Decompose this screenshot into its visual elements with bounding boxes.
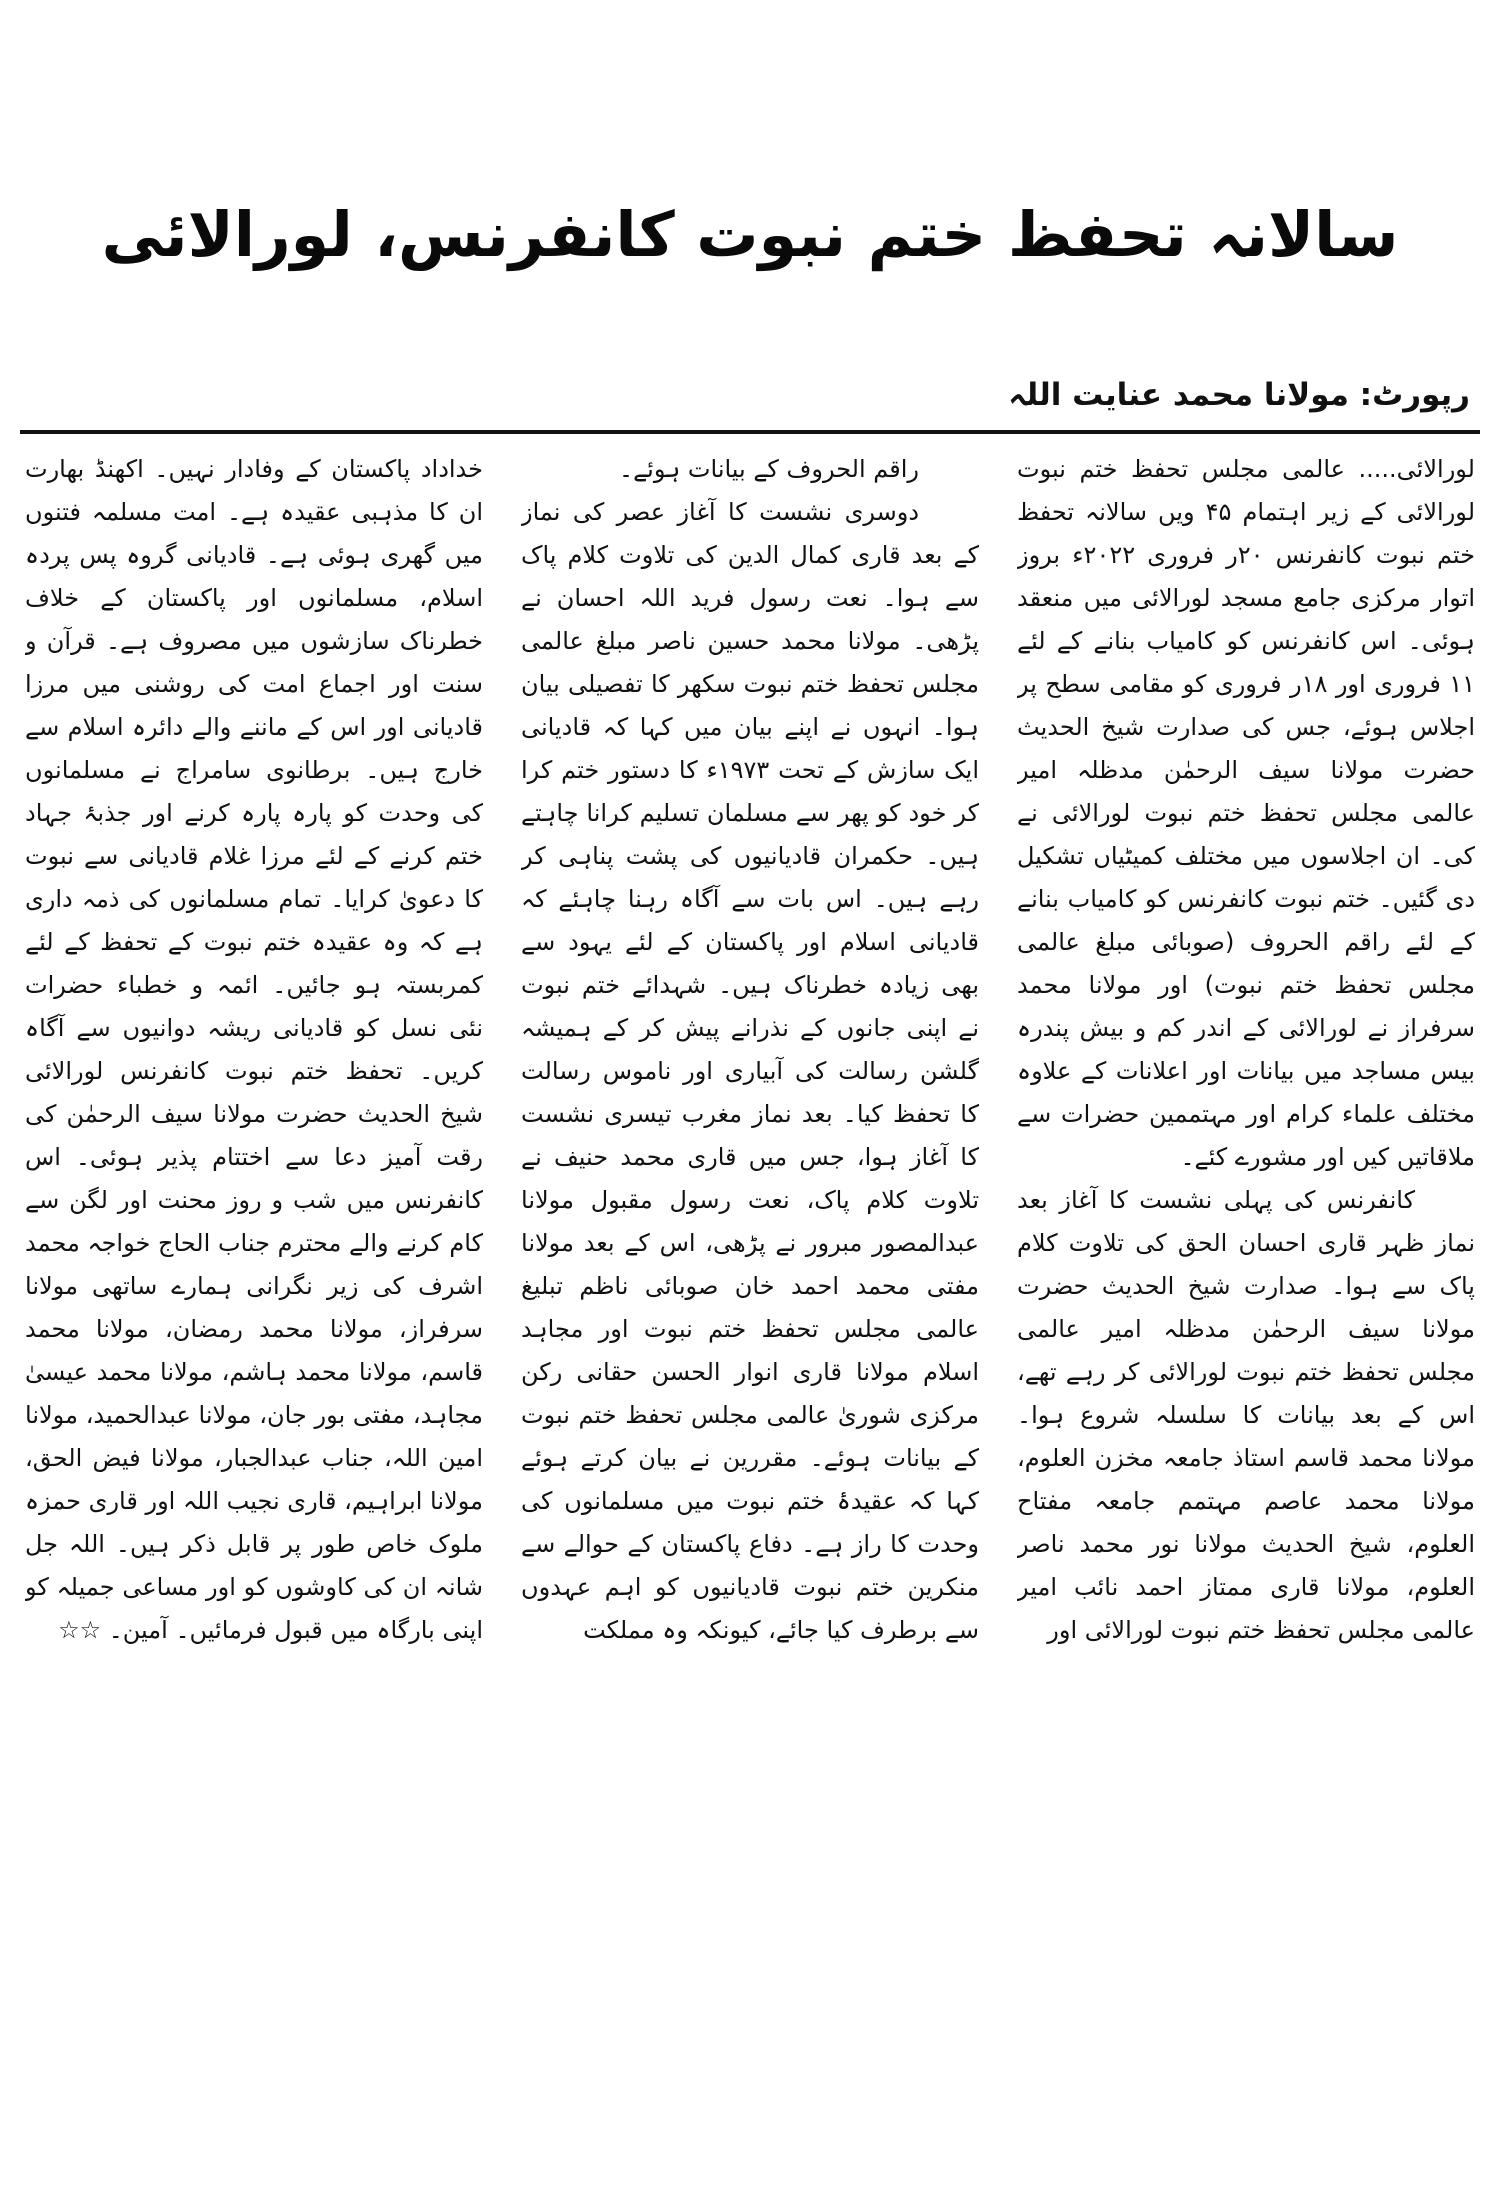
- divider-rule: [20, 430, 1480, 434]
- article-paragraph: خداداد پاکستان کے وفادار نہیں۔ اکھنڈ بھارت ان کا مذہبی عقیدہ ہے۔ امت مسلمہ فتنوں میں گھری ہوئی ہے۔ قادیانی گروہ پس پردہ اسلام، مسلمانوں اور پاکستان کے خلاف خطرناک سازشوں میں مصروف ہے۔ قرآن و سنت اور اجماع امت کی روشنی میں مرزا قادیانی اور اس کے ماننے والے دائرہ اسلام سے خارج ہیں۔ برطانوی سامراج نے مسلمانوں کی وحدت کو پارہ پارہ کرنے اور جذبۂ جہاد ختم کرنے کے لئے مرزا غلام قادیانی سے نبوت کا دعویٰ کرایا۔ تمام مسلمانوں کی ذمہ داری ہے کہ وہ عقیدہ ختم نبوت کے تحفظ کے لئے کمربستہ ہو جائیں۔ ائمہ و خطباء حضرات نئی نسل کو قادیانی ریشہ دوانیوں سے آگاہ کریں۔ تحفظ ختم نبوت کانفرنس لورالائی شیخ الحدیث حضرت مولانا سیف الرحمٰن کی رقت آمیز دعا سے اختتام پذیر ہوئی۔ اس کانفرنس میں شب و روز محنت اور لگن سے کام کرنے والے محترم جناب الحاج خواجہ محمد اشرف کی زیر نگرانی ہمارے ساتھی مولانا سرفراز، مولانا محمد رمضان، مولانا محمد قاسم، مولانا محمد ہاشم، مولانا محمد عیسیٰ مجاہد، مفتی بور جان، مولانا عبدالحمید، مولانا امین اللہ، جناب عبدالجبار، مولانا فیض الحق، مولانا ابراہیم، قاری نجیب اللہ اور قاری حمزہ ملوک خاص طور پر قابل ذکر ہیں۔ اللہ جل شانہ ان کی کاوشوں کو اور مساعی جمیلہ کو اپنی بارگاہ میں قبول فرمائیں۔ آمین۔ ☆☆: [25, 455, 483, 1644]
- article-column-left: [25, 448, 483, 2188]
- headline: سالانہ تحفظ ختم نبوت کانفرنس، لورالائی: [101, 198, 1399, 271]
- byline: رپورٹ: مولانا محمد عنایت اللہ: [1008, 377, 1470, 413]
- article-paragraph: دوسری نشست کا آغاز عصر کی نماز کے بعد قاری کمال الدین کی تلاوت کلام پاک سے ہوا۔ نعت رسول فرید اللہ احسان نے پڑھی۔ مولانا محمد حسین ناصر مبلغ عالمی مجلس تحفظ ختم نبوت سکھر کا تفصیلی بیان ہوا۔ انہوں نے اپنے بیان میں کہا کہ قادیانی ایک سازش کے تحت ۱۹۷۳ء کا دستور ختم کرا کر خود کو پھر سے مسلمان تسلیم کرانا چاہتے ہیں۔ حکمران قادیانیوں کی پشت پناہی کر رہے ہیں۔ اس بات سے آگاہ رہنا چاہئے کہ قادیانی اسلام اور پاکستان کے لئے یہود سے بھی زیادہ خطرناک ہیں۔ شہدائے ختم نبوت نے اپنی جانوں کے نذرانے پیش کر کے ہمیشہ گلشن رسالت کی آبیاری اور ناموس رسالت کا تحفظ کیا۔ بعد نماز مغرب تیسری نشست کا آغاز ہوا، جس میں قاری محمد حنیف نے تلاوت کلام پاک، نعت رسول مقبول مولانا عبدالمصور مبرور نے پڑھی، اس کے بعد مولانا مفتی محمد احمد خان صوبائی ناظم تبلیغ عالمی مجلس تحفظ ختم نبوت اور مجاہد اسلام مولانا قاری انوار الحسن حقانی رکن مرکزی شوریٰ عالمی مجلس تحفظ ختم نبوت کے بیانات ہوئے۔ مقررین نے بیان کرتے ہوئے کہا کہ عقیدۂ ختم نبوت میں مسلمانوں کی وحدت کا راز ہے۔ دفاع پاکستان کے حوالے سے منکرین ختم نبوت قادیانیوں کو اہم عہدوں سے برطرف کیا جائے، کیونکہ وہ مملکت: [521, 498, 979, 1644]
- article-paragraph: کانفرنس کی پہلی نشست کا آغاز بعد نماز ظہر قاری احسان الحق کی تلاوت کلام پاک سے ہوا۔ صدارت شیخ الحدیث حضرت مولانا سیف الرحمٰن مدظلہ امیر عالمی مجلس تحفظ ختم نبوت لورالائی کر رہے تھے، اس کے بعد بیانات کا سلسلہ شروع ہوا۔ مولانا محمد قاسم استاذ جامعہ مخزن العلوم، مولانا محمد عاصم مہتمم جامعہ مفتاح العلوم، شیخ الحدیث مولانا نور محمد ناصر العلوم، مولانا قاری ممتاز احمد نائب امیر عالمی مجلس تحفظ ختم نبوت لورالائی اور: [1017, 1186, 1475, 1644]
- article-paragraph: راقم الحروف کے بیانات ہوئے۔: [619, 455, 919, 483]
- article-columns: [25, 448, 1475, 2188]
- article-column-middle: [521, 448, 979, 2188]
- article-paragraph: لورالائی..... عالمی مجلس تحفظ ختم نبوت لورالائی کے زیر اہتمام ۴۵ ویں سالانہ تحفظ ختم نبوت کانفرنس ۲۰ر فروری ۲۰۲۲ء بروز اتوار مرکزی جامع مسجد لورالائی میں منعقد ہوئی۔ اس کانفرنس کو کامیاب بنانے کے لئے ۱۱ فروری اور ۱۸ر فروری کو مقامی سطح پر اجلاس ہوئے، جس کی صدارت شیخ الحدیث حضرت مولانا سیف الرحمٰن مدظلہ امیر عالمی مجلس تحفظ ختم نبوت لورالائی نے کی۔ ان اجلاسوں میں مختلف کمیٹیاں تشکیل دی گئیں۔ ختم نبوت کانفرنس کو کامیاب بنانے کے لئے راقم الحروف (صوبائی مبلغ عالمی مجلس تحفظ ختم نبوت) اور مولانا محمد سرفراز نے لورالائی کے اندر کم و بیش پندرہ بیس مساجد میں بیانات اور اعلانات کے علاوہ مختلف علماء کرام اور مہتممین حضرات سے ملاقاتیں کیں اور مشورے کئے۔: [1017, 455, 1475, 1171]
- article-column-right: [1017, 448, 1475, 2188]
